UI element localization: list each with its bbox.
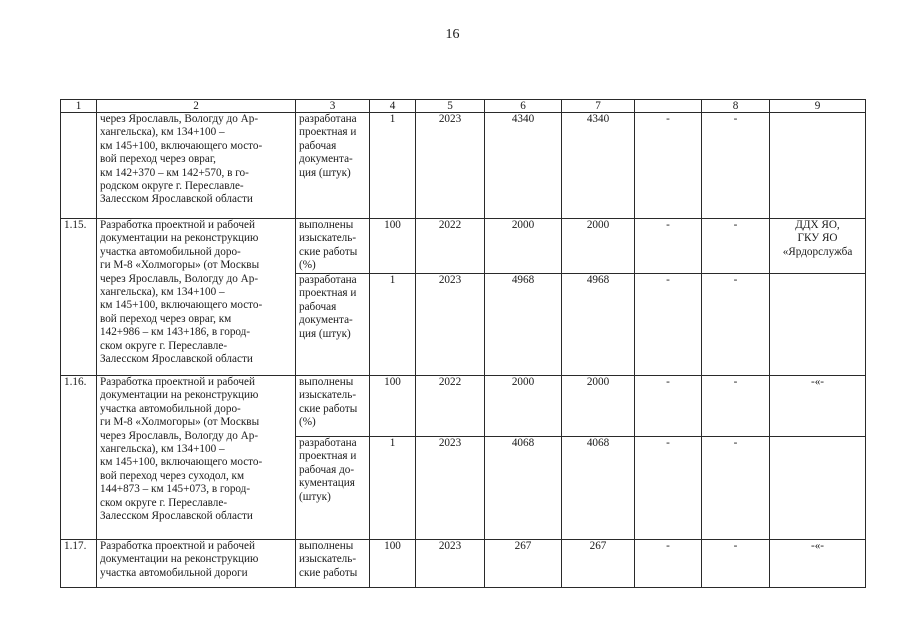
executor-cell <box>770 437 866 540</box>
header-cell <box>635 100 702 113</box>
header-cell: 1 <box>61 100 97 113</box>
item-number: 1.15. <box>61 219 97 376</box>
table-row <box>61 113 866 219</box>
year-cell: 2023 <box>416 274 485 376</box>
header-cell: 7 <box>562 100 635 113</box>
amount-cell: 4968 <box>485 274 562 376</box>
value-cell: 1 <box>370 274 416 376</box>
dash-cell: - <box>702 113 770 219</box>
amount-cell: 2000 <box>562 219 635 274</box>
indicator-cell: выполнены изыскатель- ские работы (%) <box>296 219 370 274</box>
amount-cell: 4068 <box>485 437 562 540</box>
table-row <box>61 540 866 588</box>
value-cell: 100 <box>370 219 416 274</box>
year-cell: 2023 <box>416 540 485 588</box>
description-cell: Разработка проектной и рабочей документации на реконструкцию участка автомобильной доро- ги М-8 «Холмогоры» (от Москвы через Ярославль, Вологду до Ар- хангельска), км 134+100 – км 145+100, включающего мосто- вой переход через овраг, км 142+986 – км 143+186, в город- ском округе г. Переславле- Залесском Ярославской области <box>97 219 296 376</box>
header-cell: 6 <box>485 100 562 113</box>
header-cell: 8 <box>702 100 770 113</box>
value-cell: 1 <box>370 113 416 219</box>
header-cell: 9 <box>770 100 866 113</box>
executor-cell <box>770 274 866 376</box>
dash-cell: - <box>635 376 702 437</box>
amount-cell: 267 <box>562 540 635 588</box>
indicator-cell: разработана проектная и рабочая документа- ция (штук) <box>296 274 370 376</box>
indicator-cell: выполнены изыскатель- ские работы (%) <box>296 376 370 437</box>
item-number: 1.16. <box>61 376 97 540</box>
year-cell: 2022 <box>416 219 485 274</box>
executor-cell: -«- <box>770 540 866 588</box>
year-cell: 2023 <box>416 437 485 540</box>
description-cell: через Ярославль, Вологду до Ар- хангельска), км 134+100 – км 145+100, включающего мосто- вой переход через овраг, км 142+370 – км 142+570, в го- родском округе г. Переславле- Залесском Ярославской области <box>97 113 296 219</box>
amount-cell: 267 <box>485 540 562 588</box>
executor-cell <box>770 113 866 219</box>
amount-cell: 4068 <box>562 437 635 540</box>
header-cell: 5 <box>416 100 485 113</box>
header-cell: 2 <box>97 100 296 113</box>
value-cell: 100 <box>370 540 416 588</box>
amount-cell: 2000 <box>485 219 562 274</box>
table-row <box>61 376 866 437</box>
page-number: 16 <box>445 27 460 42</box>
dash-cell: - <box>702 540 770 588</box>
description-cell: Разработка проектной и рабочей документации на реконструкцию участка автомобильной дороги <box>97 540 296 588</box>
executor-cell: -«- <box>770 376 866 437</box>
dash-cell: - <box>702 376 770 437</box>
year-cell: 2022 <box>416 376 485 437</box>
amount-cell: 2000 <box>485 376 562 437</box>
dash-cell: - <box>635 437 702 540</box>
program-table <box>60 99 866 588</box>
amount-cell: 4968 <box>562 274 635 376</box>
indicator-cell: разработана проектная и рабочая до- кументация (штук) <box>296 437 370 540</box>
header-row <box>61 100 866 113</box>
header-cell: 4 <box>370 100 416 113</box>
dash-cell: - <box>702 219 770 274</box>
header-cell: 3 <box>296 100 370 113</box>
executor-cell: ДДХ ЯО, ГКУ ЯО «Ярдорслужба <box>770 219 866 274</box>
value-cell: 100 <box>370 376 416 437</box>
amount-cell: 2000 <box>562 376 635 437</box>
item-number <box>61 113 97 219</box>
amount-cell: 4340 <box>485 113 562 219</box>
description-cell: Разработка проектной и рабочей документации на реконструкцию участка автомобильной доро- ги М-8 «Холмогоры» (от Москвы через Ярославль, Вологду до Ар- хангельска), км 134+100 – км 145+100, включающего мосто- вой переход через суходол, км 144+873 – км 145+073, в город- ском округе г. Переславле- Залесском Ярославской области <box>97 376 296 540</box>
dash-cell: - <box>635 540 702 588</box>
dash-cell: - <box>635 113 702 219</box>
dash-cell: - <box>635 219 702 274</box>
amount-cell: 4340 <box>562 113 635 219</box>
value-cell: 1 <box>370 437 416 540</box>
dash-cell: - <box>702 437 770 540</box>
indicator-cell: выполнены изыскатель- ские работы <box>296 540 370 588</box>
year-cell: 2023 <box>416 113 485 219</box>
dash-cell: - <box>702 274 770 376</box>
table-row <box>61 219 866 274</box>
item-number: 1.17. <box>61 540 97 588</box>
dash-cell: - <box>635 274 702 376</box>
indicator-cell: разработана проектная и рабочая документа- ция (штук) <box>296 113 370 219</box>
